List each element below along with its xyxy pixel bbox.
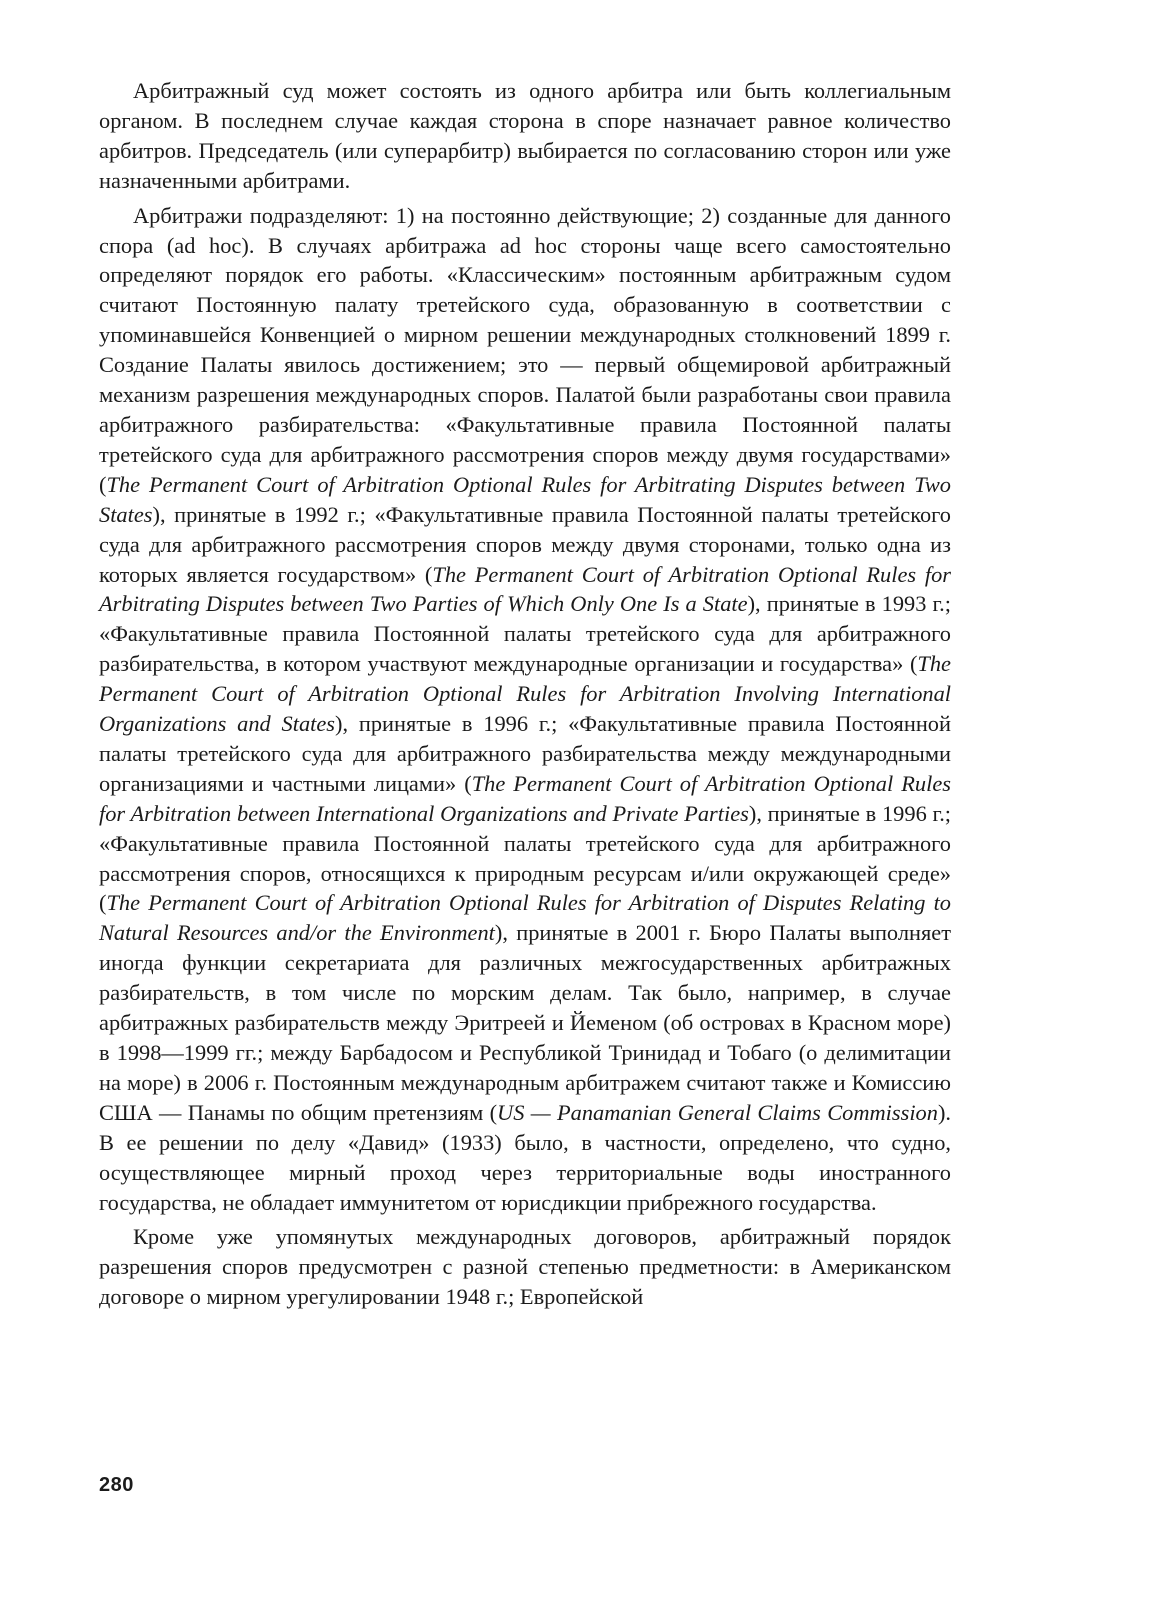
paragraph xyxy=(99,1222,951,1312)
text-run: Арбитражный суд может состоять из одного арбитра или быть коллегиальным органом. В последнем случае каждая сторона в споре назначает равное количество арбитров. Председатель (или суперарбитр) выбирается по согласованию сторон или уже назначенными арбитрами. xyxy=(99,78,951,193)
text-run: ), принятые в 1992 г.; «Факультативные правила Постоянной палаты третейского суда для арбитражного рассмотрения споров между двумя сторонами, только одна из которых является государством» ( xyxy=(99,501,951,587)
text-run: Арбитражи подразделяют: 1) на постоянно действующие; 2) созданные для данного спора (ad hoc). В случаях арбитража ad hoc стороны чаще всего самостоятельно определяют порядок его работы. «Классическим» постоянным арбитражным судом считают Постоянную палату третейского суда, образованную в соответствии с упоминавшейся Конвенцией о мирном решении международных столкновений 1899 г. Создание Палаты явилось достижением; это — первый общемировой арбитражный механизм разрешения международных споров. Палатой были разработаны свои правила арбитражного разбирательства: «Факультативные правила Постоянной палаты третейского суда для арбитражного рассмотрения споров между двумя государствами» ( xyxy=(99,202,951,497)
italic-title: The Permanent Court of Arbitration Optional Rules for Arbitration between International Organizations and Private Parties xyxy=(99,770,951,826)
paragraph xyxy=(99,201,951,1218)
text-run: ), принятые в 1996 г.; «Факультативные правила Постоянной палаты третейского суда для арбитражного рассмотрения споров, относящихся к природным ресурсам и/или окружающей среде» ( xyxy=(99,800,952,916)
text-run: ), принятые в 2001 г. Бюро Палаты выполняет иногда функции секретариата для различных межгосударственных арбитражных разбирательств, в том числе по морским делам. Так было, например, в случае арбитражных разбирательств между Эритреей и Йеменом (об островах в Красном море) в 1998—1999 гг.; между Барбадосом и Республикой Тринидад и Тобаго (о делимитации на море) в 2006 г. Постоянным международным арбитражем считают также и Комиссию США — Панамы по общим претензиям ( xyxy=(99,920,951,1125)
italic-title: The Permanent Court of Arbitration Optional Rules for Arbitrating Disputes between Two States xyxy=(99,471,951,527)
page-number: 280 xyxy=(99,1474,134,1496)
text-run: ), принятые в 1993 г.; «Факультативные правила Постоянной палаты третейского суда для арбитражного разбирательства, в котором участвуют международные организации и государства» ( xyxy=(99,591,951,677)
text-run: Кроме уже упомянутых международных договоров, арбитражный порядок разрешения споров предусмотрен с разной степенью предметности: в Американском договоре о мирном урегулировании 1948 г.; Европейской xyxy=(99,1224,951,1310)
italic-title: The Permanent Court of Arbitration Optional Rules for Arbitrating Disputes between Two Parties of Which Only One Is a State xyxy=(99,561,951,617)
paragraph xyxy=(99,76,951,196)
italic-title: The Permanent Court of Arbitration Optional Rules for Arbitration Involving International Organizations and States xyxy=(99,651,951,737)
italic-title: The Permanent Court of Arbitration Optional Rules for Arbitration of Disputes Relating to Natural Resources and/or the Environment xyxy=(99,890,951,946)
text-run: ), принятые в 1996 г.; «Факультативные правила Постоянной палаты третейского суда для арбитражного разбирательства между международными организациями и частными лицами» ( xyxy=(99,711,951,796)
body-text xyxy=(99,76,951,1312)
text-run: ). В ее решении по делу «Давид» (1933) было, в частности, определено, что судно, осуществляющее мирный проход через территориальные воды иностранного государства, не обладает иммунитетом от юрисдикции прибрежного государства. xyxy=(99,1099,951,1215)
italic-title: US — Panamanian General Claims Commission xyxy=(497,1099,938,1125)
